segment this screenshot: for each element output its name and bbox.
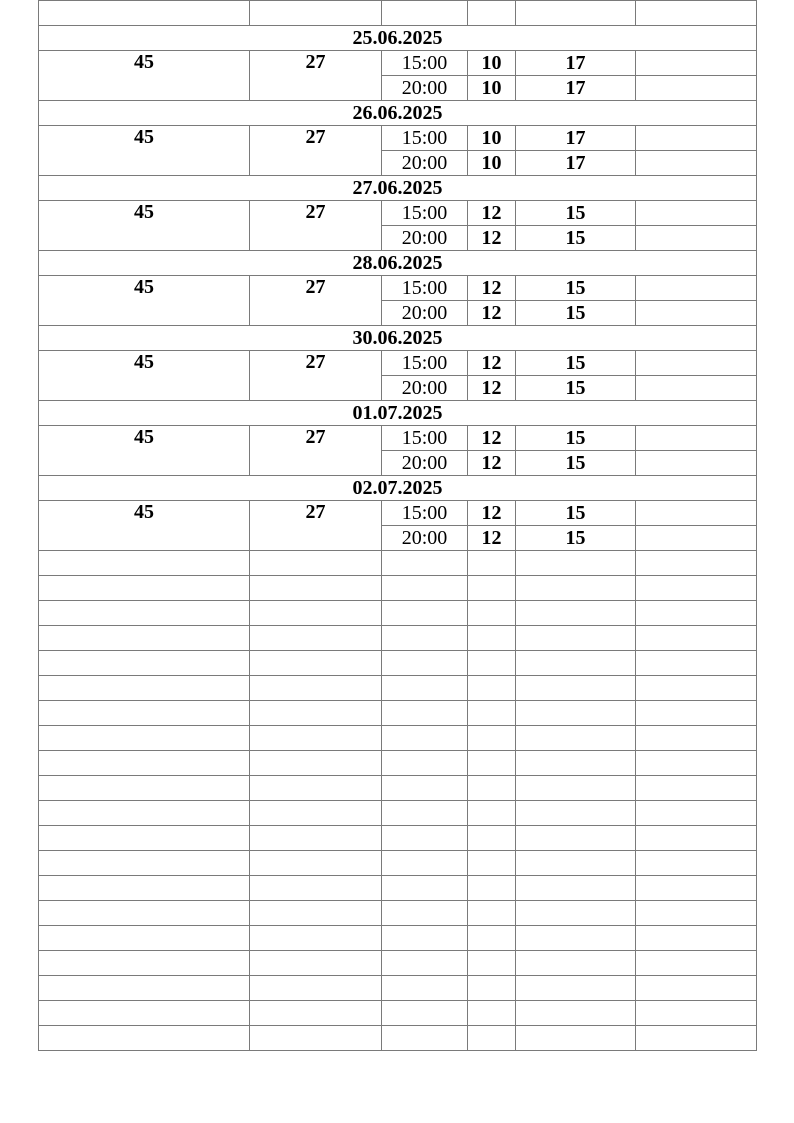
date-header: 01.07.2025 [39, 401, 757, 426]
table-row [39, 201, 757, 226]
value-cell-a: 12 [468, 301, 516, 326]
empty-cell [39, 901, 250, 926]
empty-cell [382, 851, 468, 876]
empty-cell [39, 651, 250, 676]
value-cell-c [636, 526, 757, 551]
empty-cell [250, 701, 382, 726]
empty-cell [636, 726, 757, 751]
value-cell-c [636, 426, 757, 451]
empty-cell [39, 1026, 250, 1051]
value-cell-b: 15 [516, 201, 636, 226]
value-cell-col1: 45 [39, 276, 250, 326]
value-cell-a: 10 [468, 51, 516, 76]
empty-cell [468, 651, 516, 676]
date-header: 30.06.2025 [39, 326, 757, 351]
value-cell-c [636, 351, 757, 376]
empty-cell [250, 551, 382, 576]
value-cell-a: 12 [468, 276, 516, 301]
value-cell-c [636, 301, 757, 326]
empty-cell [382, 926, 468, 951]
time-cell: 20:00 [382, 451, 468, 476]
value-cell-a: 12 [468, 351, 516, 376]
date-header: 26.06.2025 [39, 101, 757, 126]
time-cell: 20:00 [382, 226, 468, 251]
empty-cell [516, 626, 636, 651]
table-row-empty [39, 951, 757, 976]
empty-cell [382, 976, 468, 1001]
table-row-empty [39, 551, 757, 576]
value-cell-col2: 27 [250, 276, 382, 326]
time-cell: 20:00 [382, 76, 468, 101]
empty-cell [250, 626, 382, 651]
empty-cell [516, 601, 636, 626]
empty-cell [516, 1001, 636, 1026]
value-cell-a: 12 [468, 226, 516, 251]
empty-cell [468, 626, 516, 651]
table-row-empty [39, 826, 757, 851]
empty-cell [39, 626, 250, 651]
empty-cell [382, 676, 468, 701]
empty-cell [468, 851, 516, 876]
empty-cell [636, 676, 757, 701]
empty-cell [468, 826, 516, 851]
table-row-empty [39, 801, 757, 826]
value-cell-col2: 27 [250, 501, 382, 551]
empty-cell [250, 776, 382, 801]
empty-cell [516, 776, 636, 801]
empty-cell [636, 826, 757, 851]
table-row-empty [39, 851, 757, 876]
empty-cell [636, 976, 757, 1001]
empty-cell [468, 1001, 516, 1026]
time-cell: 15:00 [382, 126, 468, 151]
empty-cell [382, 1026, 468, 1051]
value-cell-b: 15 [516, 301, 636, 326]
empty-cell [39, 1, 250, 26]
empty-cell [250, 651, 382, 676]
empty-cell [468, 801, 516, 826]
time-cell: 20:00 [382, 376, 468, 401]
empty-cell [250, 1001, 382, 1026]
empty-cell [636, 951, 757, 976]
value-cell-a: 12 [468, 451, 516, 476]
value-cell-b: 17 [516, 51, 636, 76]
time-cell: 20:00 [382, 301, 468, 326]
empty-cell [636, 776, 757, 801]
empty-cell [468, 726, 516, 751]
empty-cell [516, 701, 636, 726]
empty-cell [39, 576, 250, 601]
empty-cell [516, 901, 636, 926]
value-cell-b: 15 [516, 426, 636, 451]
empty-cell [39, 676, 250, 701]
empty-cell [636, 551, 757, 576]
table-row-empty [39, 901, 757, 926]
empty-cell [39, 776, 250, 801]
empty-cell [382, 1001, 468, 1026]
empty-cell [516, 851, 636, 876]
empty-cell [636, 801, 757, 826]
value-cell-b: 15 [516, 376, 636, 401]
empty-cell [39, 1001, 250, 1026]
table-row [39, 126, 757, 151]
value-cell-b: 17 [516, 126, 636, 151]
empty-cell [250, 726, 382, 751]
empty-cell [468, 776, 516, 801]
table-row-empty [39, 1001, 757, 1026]
empty-cell [468, 701, 516, 726]
empty-cell [382, 1, 468, 26]
empty-cell [250, 1, 382, 26]
table-row [39, 351, 757, 376]
date-header-row [39, 401, 757, 426]
empty-cell [39, 851, 250, 876]
empty-cell [636, 576, 757, 601]
schedule-table-body [39, 1, 757, 1051]
table-row-empty [39, 626, 757, 651]
value-cell-b: 15 [516, 276, 636, 301]
date-header: 27.06.2025 [39, 176, 757, 201]
empty-cell [39, 951, 250, 976]
value-cell-b: 15 [516, 451, 636, 476]
value-cell-c [636, 276, 757, 301]
table-row-empty [39, 651, 757, 676]
date-header-row [39, 176, 757, 201]
empty-cell [39, 876, 250, 901]
empty-cell [250, 801, 382, 826]
empty-cell [516, 676, 636, 701]
time-cell: 20:00 [382, 151, 468, 176]
value-cell-b: 15 [516, 526, 636, 551]
empty-cell [382, 826, 468, 851]
empty-cell [636, 1001, 757, 1026]
table-row-empty [39, 601, 757, 626]
time-cell: 15:00 [382, 501, 468, 526]
value-cell-col1: 45 [39, 51, 250, 101]
empty-cell [250, 876, 382, 901]
value-cell-c [636, 151, 757, 176]
date-header-row [39, 101, 757, 126]
value-cell-col1: 45 [39, 501, 250, 551]
empty-cell [516, 951, 636, 976]
empty-cell [250, 826, 382, 851]
date-header: 25.06.2025 [39, 26, 757, 51]
empty-cell [468, 676, 516, 701]
time-cell: 20:00 [382, 526, 468, 551]
value-cell-col2: 27 [250, 201, 382, 251]
empty-cell [516, 1, 636, 26]
value-cell-c [636, 76, 757, 101]
empty-cell [468, 901, 516, 926]
date-header-row [39, 326, 757, 351]
empty-cell [636, 876, 757, 901]
value-cell-a: 12 [468, 501, 516, 526]
empty-cell [516, 826, 636, 851]
table-row-empty [39, 876, 757, 901]
value-cell-b: 17 [516, 151, 636, 176]
empty-cell [636, 626, 757, 651]
empty-cell [250, 901, 382, 926]
empty-cell [636, 1, 757, 26]
date-header: 02.07.2025 [39, 476, 757, 501]
empty-cell [382, 701, 468, 726]
date-header-row [39, 476, 757, 501]
table-row-empty [39, 701, 757, 726]
empty-cell [516, 876, 636, 901]
empty-cell [468, 601, 516, 626]
empty-cell [382, 626, 468, 651]
empty-cell [39, 826, 250, 851]
empty-cell [39, 551, 250, 576]
empty-cell [39, 701, 250, 726]
time-cell: 15:00 [382, 51, 468, 76]
empty-cell [382, 601, 468, 626]
value-cell-a: 10 [468, 76, 516, 101]
empty-cell [468, 1, 516, 26]
empty-cell [516, 651, 636, 676]
value-cell-col1: 45 [39, 351, 250, 401]
table-row-empty [39, 976, 757, 1001]
value-cell-b: 15 [516, 501, 636, 526]
empty-cell [39, 976, 250, 1001]
empty-cell [250, 951, 382, 976]
empty-cell [250, 926, 382, 951]
table-row-empty [39, 1, 757, 26]
empty-cell [382, 551, 468, 576]
value-cell-a: 10 [468, 151, 516, 176]
date-header-row [39, 251, 757, 276]
time-cell: 15:00 [382, 351, 468, 376]
value-cell-c [636, 376, 757, 401]
empty-cell [636, 651, 757, 676]
value-cell-c [636, 51, 757, 76]
empty-cell [636, 851, 757, 876]
value-cell-col2: 27 [250, 426, 382, 476]
empty-cell [382, 801, 468, 826]
empty-cell [250, 851, 382, 876]
value-cell-c [636, 126, 757, 151]
value-cell-col2: 27 [250, 126, 382, 176]
empty-cell [382, 951, 468, 976]
empty-cell [516, 726, 636, 751]
empty-cell [516, 801, 636, 826]
empty-cell [382, 901, 468, 926]
empty-cell [636, 751, 757, 776]
value-cell-b: 15 [516, 226, 636, 251]
empty-cell [39, 601, 250, 626]
table-row [39, 501, 757, 526]
empty-cell [382, 876, 468, 901]
empty-cell [636, 601, 757, 626]
empty-cell [382, 576, 468, 601]
empty-cell [516, 976, 636, 1001]
empty-cell [468, 926, 516, 951]
empty-cell [516, 551, 636, 576]
empty-cell [468, 1026, 516, 1051]
empty-cell [636, 701, 757, 726]
empty-cell [39, 751, 250, 776]
empty-cell [516, 1026, 636, 1051]
value-cell-col1: 45 [39, 426, 250, 476]
table-row [39, 426, 757, 451]
value-cell-a: 12 [468, 426, 516, 451]
value-cell-c [636, 451, 757, 476]
empty-cell [382, 776, 468, 801]
table-row-empty [39, 926, 757, 951]
table-row-empty [39, 726, 757, 751]
empty-cell [468, 751, 516, 776]
empty-cell [468, 576, 516, 601]
value-cell-col1: 45 [39, 126, 250, 176]
empty-cell [250, 576, 382, 601]
value-cell-b: 17 [516, 76, 636, 101]
table-row [39, 51, 757, 76]
empty-cell [636, 901, 757, 926]
empty-cell [250, 676, 382, 701]
value-cell-c [636, 226, 757, 251]
time-cell: 15:00 [382, 201, 468, 226]
value-cell-col1: 45 [39, 201, 250, 251]
empty-cell [250, 1026, 382, 1051]
empty-cell [250, 976, 382, 1001]
empty-cell [516, 751, 636, 776]
date-header: 28.06.2025 [39, 251, 757, 276]
table-row-empty [39, 1026, 757, 1051]
empty-cell [250, 751, 382, 776]
table-row-empty [39, 576, 757, 601]
empty-cell [636, 1026, 757, 1051]
value-cell-a: 12 [468, 526, 516, 551]
value-cell-a: 10 [468, 126, 516, 151]
value-cell-b: 15 [516, 351, 636, 376]
empty-cell [468, 876, 516, 901]
empty-cell [39, 726, 250, 751]
schedule-table [38, 0, 757, 1051]
value-cell-a: 12 [468, 201, 516, 226]
value-cell-c [636, 201, 757, 226]
empty-cell [516, 926, 636, 951]
date-header-row [39, 26, 757, 51]
value-cell-col2: 27 [250, 351, 382, 401]
value-cell-a: 12 [468, 376, 516, 401]
table-row [39, 276, 757, 301]
time-cell: 15:00 [382, 276, 468, 301]
empty-cell [250, 601, 382, 626]
empty-cell [468, 976, 516, 1001]
empty-cell [382, 726, 468, 751]
value-cell-c [636, 501, 757, 526]
table-row-empty [39, 751, 757, 776]
empty-cell [382, 651, 468, 676]
empty-cell [468, 951, 516, 976]
value-cell-col2: 27 [250, 51, 382, 101]
table-row-empty [39, 676, 757, 701]
table-row-empty [39, 776, 757, 801]
empty-cell [39, 926, 250, 951]
empty-cell [516, 576, 636, 601]
time-cell: 15:00 [382, 426, 468, 451]
empty-cell [382, 751, 468, 776]
empty-cell [636, 926, 757, 951]
empty-cell [468, 551, 516, 576]
empty-cell [39, 801, 250, 826]
